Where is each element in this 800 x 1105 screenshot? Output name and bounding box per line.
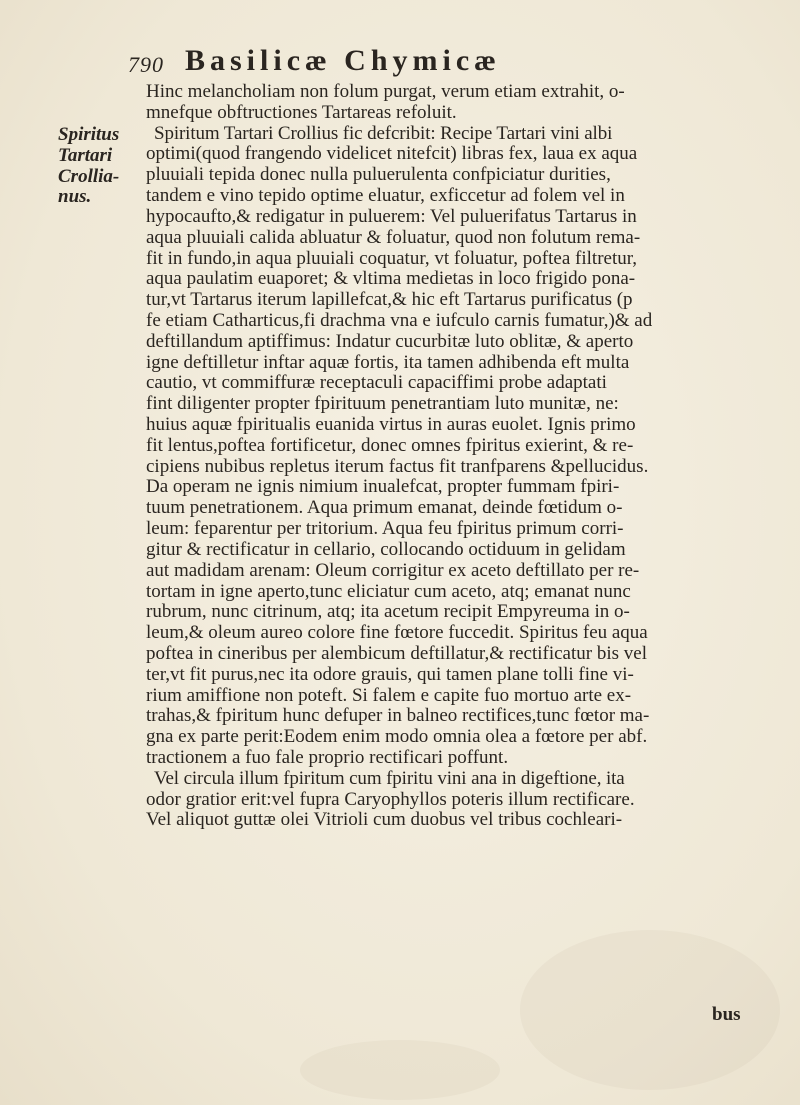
text-line: Vel aliquot guttæ olei Vitrioli cum duobus vel tribus cochleari- [146,810,623,831]
text-line: huius aquæ fpiritualis euanida virtus in auras euolet. Ignis primo [146,415,636,435]
text-line: aqua pluuiali calida abluatur & foluatur, quod non folutum rema- [146,227,641,248]
text-line: Spiritum Tartari Crollius fic defcribit: Recipe Tartari vini albi [154,123,613,144]
text-line: fit in fundo,in aqua pluuiali coquatur, vt foluatur, poftea filtretur, [146,248,638,269]
text-line: odor gratior erit:vel fupra Caryophyllos poteris illum rectificare. [146,789,635,810]
text-line: poftea in cineribus per alembicum deftillatur,& rectificatur bis vel [146,643,647,664]
text-line: Da operam ne ignis nimium inualefcat, propter fummam fpiri- [146,477,620,498]
text-line: cautio, vt commiffuræ receptaculi capaciffimi probe adaptati [146,373,607,394]
margin-note-line: nus. [58,186,92,208]
running-title: Basilicæ Chymicæ [185,44,501,77]
page-number: 790 [128,52,164,77]
margin-note-line: Crollia- [58,165,120,187]
text-line: optimi(quod frangendo videlicet nitefcit) libras fex, laua ex aqua [146,144,638,165]
text-line: rubrum, nunc citrinum, atq; ita acetum recipit Empyreuma in o- [146,602,630,623]
text-line: tuum penetrationem. Aqua primum emanat, deinde fœtidum o- [146,498,623,519]
text-line: tandem e vino tepido optime eluatur, exficcetur ad folem vel in [146,186,625,207]
text-line: fe etiam Catharticus,fi drachma vna e iufculo carnis fumatur,)& ad [146,310,653,331]
text-line: igne deftilletur inftar aquæ fortis, ita tamen adhibenda eft multa [146,352,630,373]
text-line: gitur & rectificatur in cellario, collocando octiduum in gelidam [146,539,626,560]
text-line: rium amiffione non poteft. Si falem e capite fuo mortuo arte ex- [146,685,632,706]
text-line: deftillandum aptiffimus: Indatur cucurbitæ luto oblitæ, & aperto [146,331,634,352]
text-line: Hinc melancholiam non folum purgat, verum etiam extrahit, o- [146,82,625,102]
paper-stain [300,1040,500,1100]
text-line: ter,vt fit purus,nec ita odore grauis, qui tamen plane tolli fine vi- [146,664,634,685]
text-line: tractionem a fuo fale proprio rectificari poffunt. [146,748,509,768]
text-line: tur,vt Tartarus iterum lapillefcat,& hic eft Tartarus purificatus (p [146,290,633,311]
text-line: pluuiali tepida donec nulla puluerulenta confpiciatur durities, [146,165,611,186]
text-line: tortam in igne aperto,tunc eliciatur cum aceto, atq; emanat nunc [146,581,631,602]
paper-stain [520,930,780,1090]
text-line: fint diligenter propter fpirituum penetrantiam luto munitæ, ne: [146,394,619,415]
body-text [146,82,764,831]
text-line: cipiens nubibus repletus iterum factus fit tranfparens &pellucidus. [146,456,649,477]
text-line: mnefque obftructiones Tartareas refoluit. [146,102,457,123]
margin-note-line: Tartari [58,144,113,166]
text-line: hypocaufto,& redigatur in puluerem: Vel puluerifatus Tartarus in [146,206,637,227]
text-line: gna ex parte perit:Eodem enim modo omnia olea a fœtore per abf. [146,727,648,748]
margin-note [58,125,128,208]
text-line: leum: feparentur per tritorium. Aqua feu fpiritus primum corri- [146,519,624,540]
catchword: bus [712,1004,741,1025]
text-line: Vel circula illum fpiritum cum fpiritu vini ana in digeftione, ita [154,768,625,789]
text-line: leum,& oleum aureo colore fine fœtore fuccedit. Spiritus feu aqua [146,623,648,644]
margin-note-line: Spiritus [58,124,120,145]
text-line: fit lentus,poftea fortificetur, donec omnes fpiritus exierint, & re- [146,435,634,456]
text-line: aut madidam arenam: Oleum corrigitur ex aceto deftillato per re- [146,560,640,581]
text-line: trahas,& fpiritum hunc defuper in balneo rectifices,tunc fœtor ma- [146,706,650,727]
text-line: aqua paulatim euaporet; & vltima medietas in loco frigido pona- [146,269,636,290]
page-header [128,44,748,84]
